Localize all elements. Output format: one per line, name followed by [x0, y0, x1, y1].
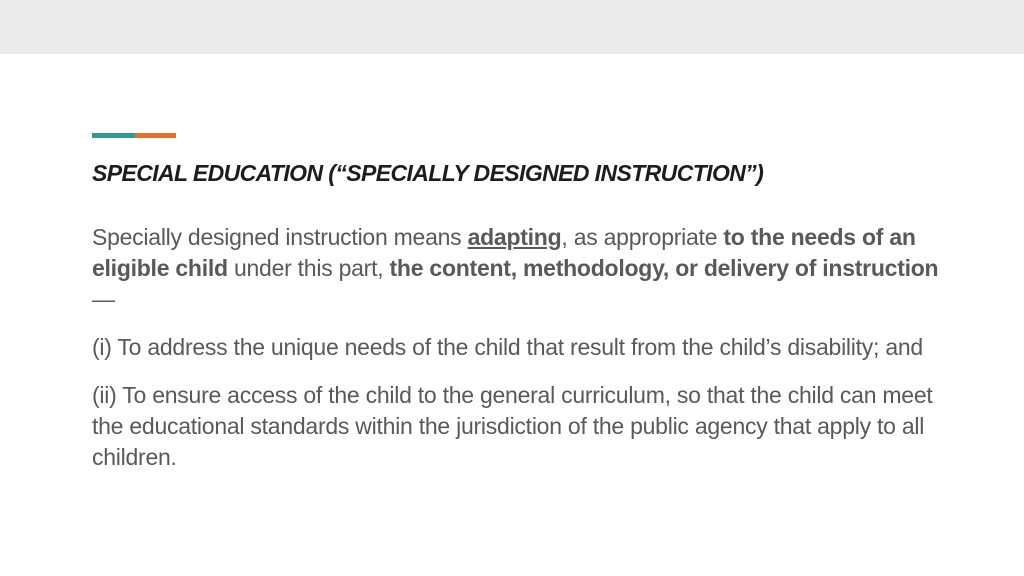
paragraph-clause-ii: (ii) To ensure access of the child to the general curriculum, so that the child can meet the educational standards within the jurisdiction of the public agency that apply to all children.: [92, 382, 933, 470]
slide-title: SPECIAL EDUCATION (“SPECIALLY DESIGNED INSTRUCTION”): [92, 160, 764, 186]
accent-orange-segment: [135, 133, 176, 138]
definition-text-3: under this part,: [227, 255, 390, 281]
top-bar: [0, 0, 1024, 54]
definition-text-1: Specially designed instruction means: [92, 224, 468, 250]
paragraph-definition: [92, 222, 952, 315]
definition-text-2: , as appropriate: [561, 224, 724, 250]
definition-bold-needs: to the needs of an eligible child: [92, 224, 916, 281]
definition-bold-content: the content, methodology, or delivery of instruction: [389, 255, 939, 281]
definition-bold-adapting: adapting: [467, 224, 562, 250]
accent-teal-segment: [92, 133, 135, 138]
title-accent-line: [92, 133, 176, 138]
definition-dash: —: [92, 286, 115, 312]
paragraph-clause-i: (i) To address the unique needs of the child that result from the child’s disability; and: [92, 334, 923, 360]
slide-body: [92, 222, 952, 490]
